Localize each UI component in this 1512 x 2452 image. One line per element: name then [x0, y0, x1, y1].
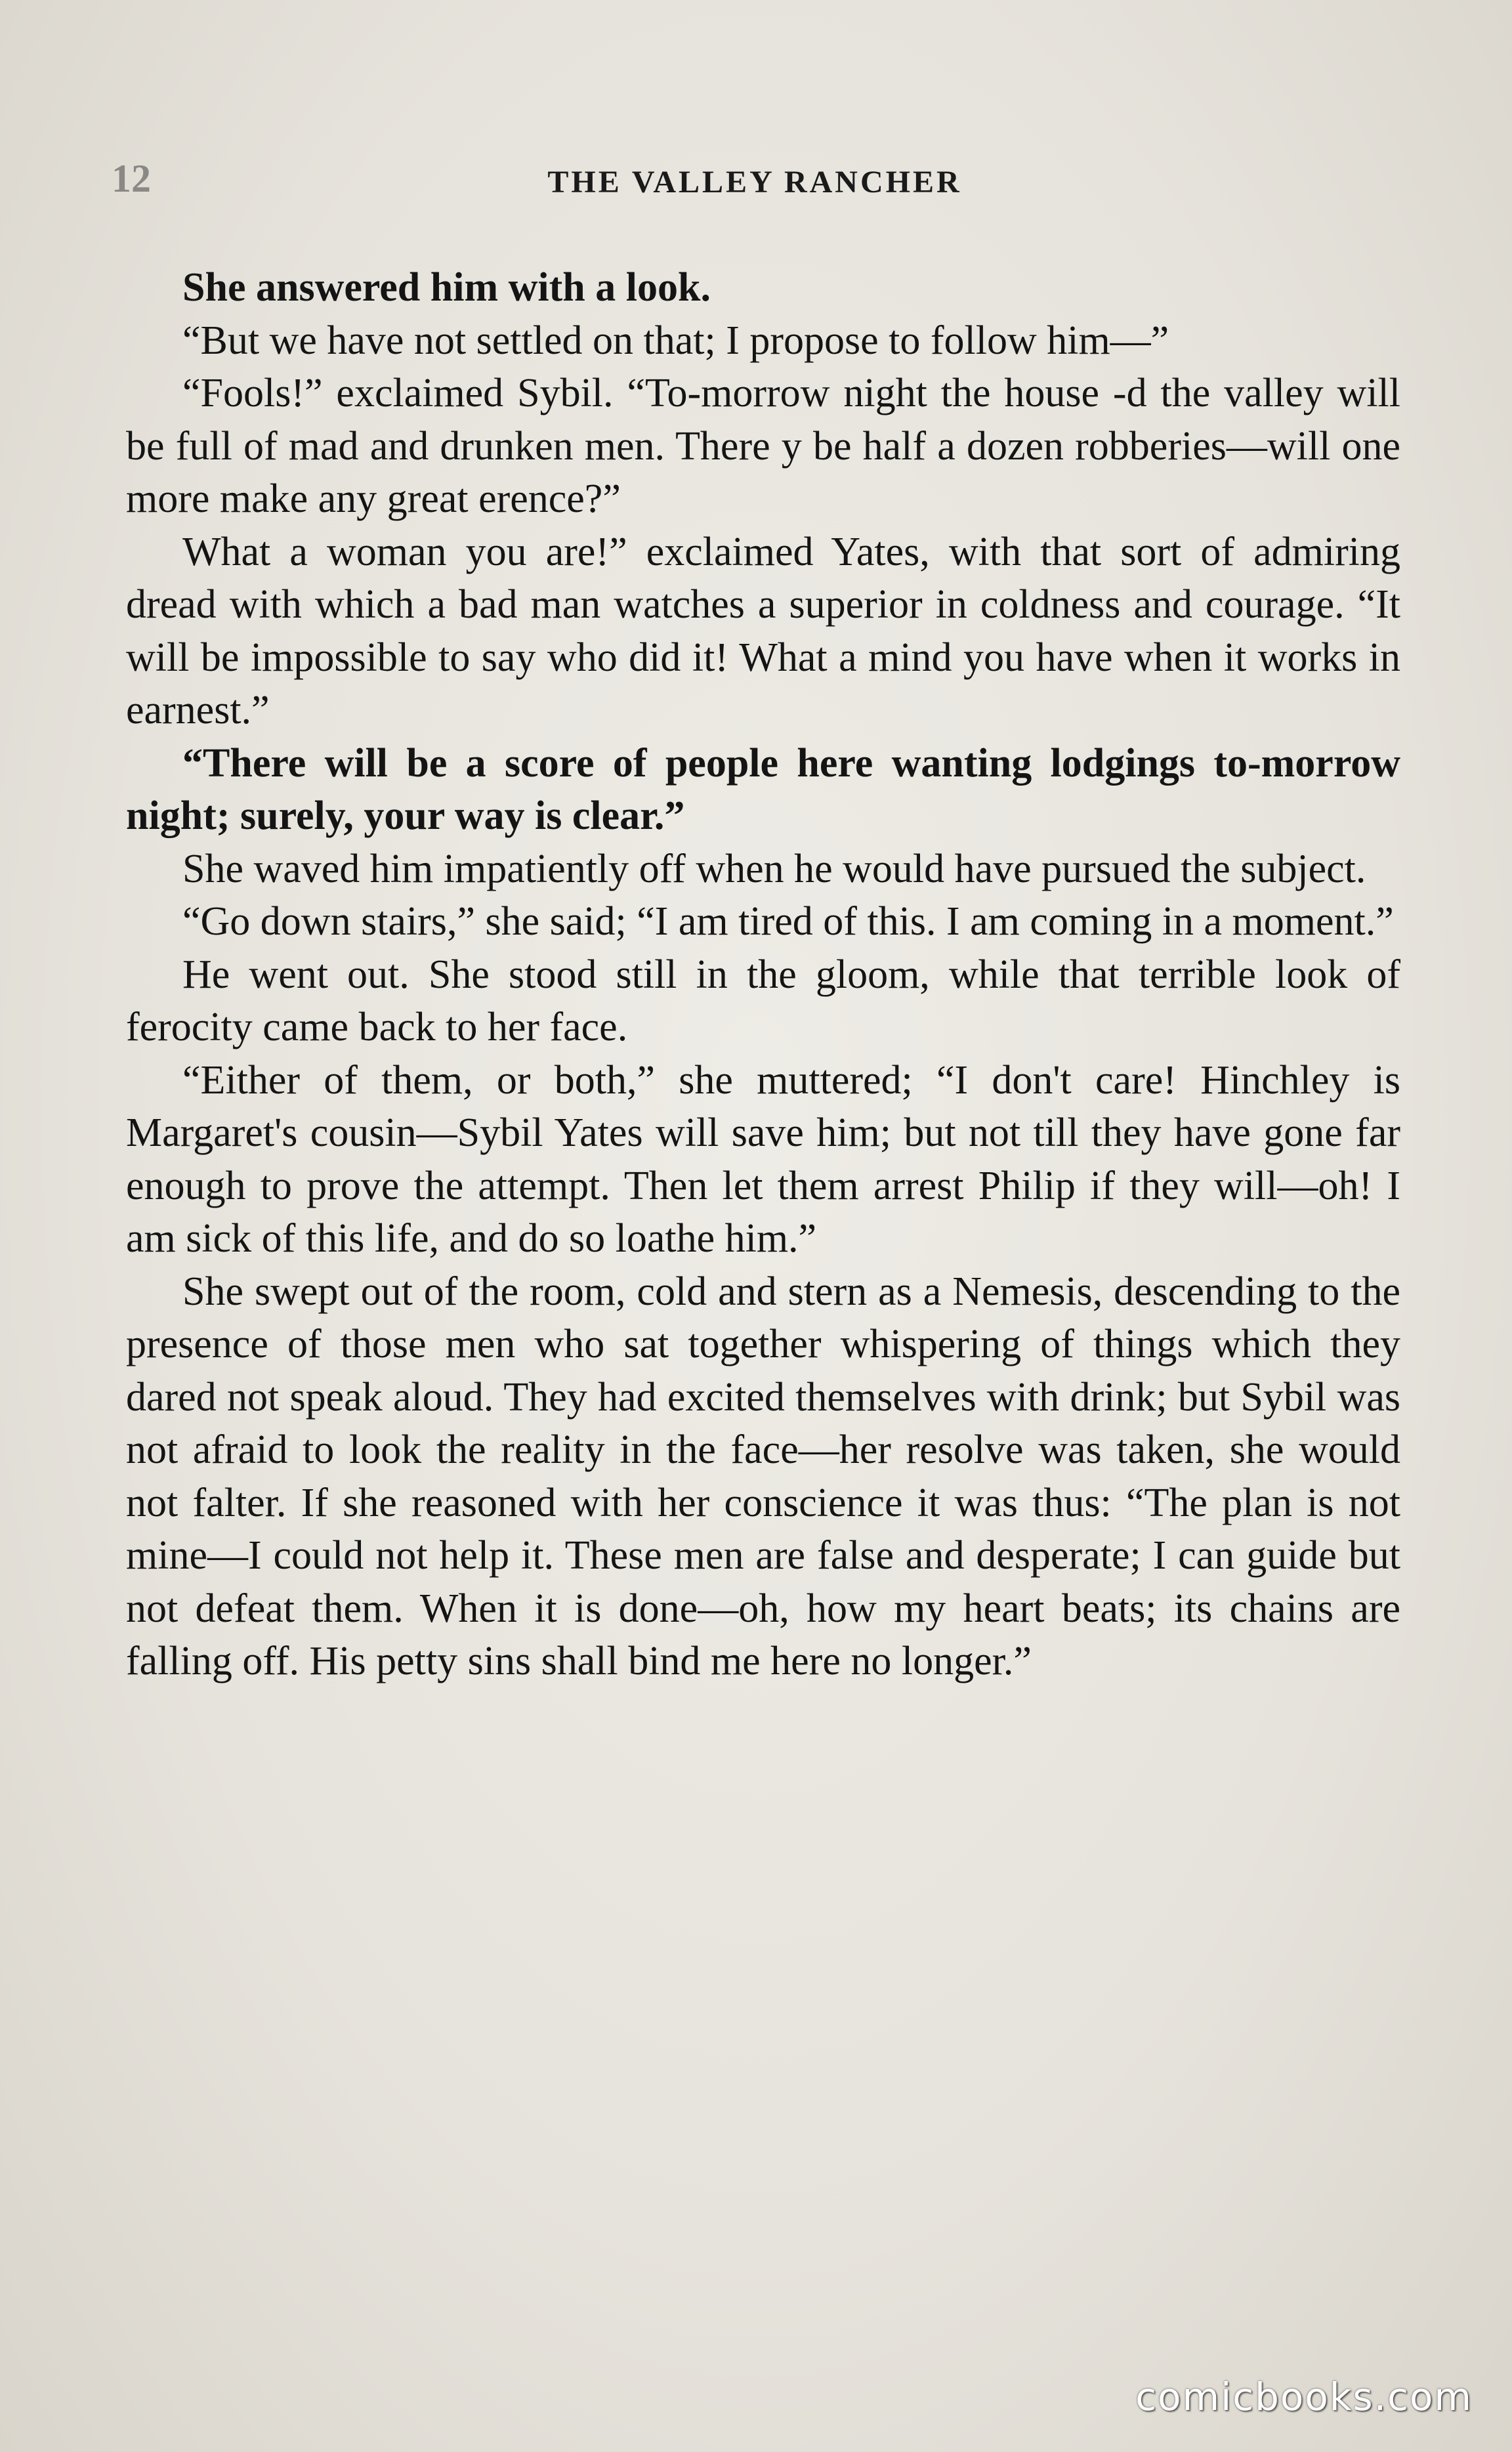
- paragraph: What a woman you are!” exclaimed Yates, with that sort of admiring dread with which a bad man watches a superior in coldness and courage. “It will be impossible to say who did it! What a mind you have when it works in earnest.”: [126, 529, 1400, 732]
- watermark: comicbooks.com: [1135, 2375, 1473, 2419]
- paragraph: “But we have not settled on that; I propose to follow him—”: [182, 318, 1169, 363]
- paragraph: She waved him impatiently off when he would have pursued the subject.: [182, 846, 1366, 891]
- paragraph: He went out. She stood still in the gloom, while that terrible look of ferocity came back to her face.: [126, 952, 1400, 1049]
- page-header: [112, 156, 1398, 215]
- paragraph: “Go down stairs,” she said; “I am tired of this. I am coming in a moment.”: [182, 899, 1394, 944]
- paragraph: “Fools!” exclaimed Sybil. “To-morrow night the house ‑d the valley will be full of mad and drunken men. There y be half a dozen robberies—will one more make any great erence?”: [126, 371, 1400, 521]
- paragraph: “Either of them, or both,” she muttered; “I don't care! Hinchley is Margaret's cousin—Sybil Yates will save him; but not till they have gone far enough to prove the attempt. Then let them arrest Philip if they will—oh! I am sick of this life, and do so loathe him.”: [126, 1057, 1400, 1261]
- paragraph: “There will be a score of people here wanting lodgings to-morrow night; surely, your way is clear.”: [126, 740, 1400, 838]
- body-text: [126, 261, 1400, 1688]
- paragraph: She swept out of the room, cold and stern as a Nemesis, descending to the presence of those men who sat together whispering of things which they dared not speak aloud. They had excited themselves with drink; but Sybil was not afraid to look the reality in the face—her resolve was taken, she would not falter. If she reasoned with her conscience it was thus: “The plan is not mine—I could not help it. These men are false and desperate; I can guide but not defeat them. When it is done—oh, how my heart beats; its chains are falling off. His petty sins shall bind me here no longer.”: [126, 1269, 1400, 1683]
- paragraph: She answered him with a look.: [182, 265, 711, 310]
- running-title: THE VALLEY RANCHER: [547, 165, 962, 200]
- page-number: 12: [112, 157, 151, 200]
